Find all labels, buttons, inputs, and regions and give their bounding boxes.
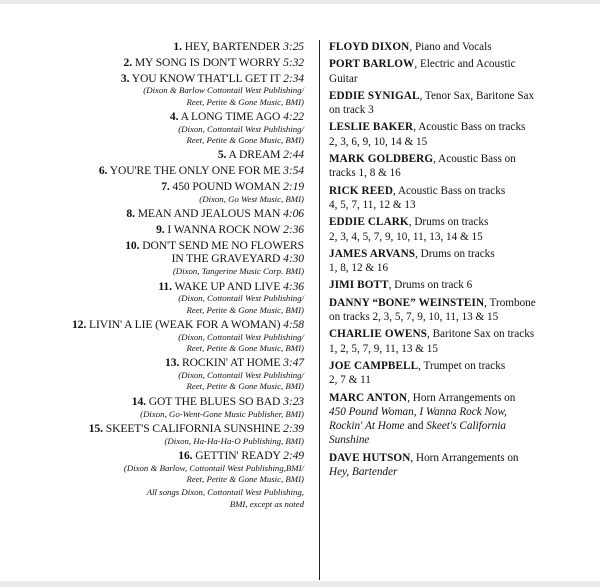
track-duration: 4:22 [283,109,304,123]
publisher-credit: Reet, Petite & Gone Music, BMI) [186,474,304,484]
musician-role-cont: tracks 1, 8 & 16 [329,167,401,180]
musician-role-cont: on tracks 2, 3, 5, 7, 9, 10, 11, 13 & 15 [329,311,499,324]
personnel-entry [329,215,591,244]
track-number: 2. [123,55,133,69]
personnel-line [329,120,591,134]
publisher-credit: (Dixon & Barlow, Cottontail West Publishing,BMI/ [123,462,304,473]
track-title: DON'T SEND ME NO FLOWERS [142,238,304,252]
track-title: LIVIN' A LIE (WEAK FOR A WOMAN) [88,317,281,331]
track-title: A LONG TIME AGO [180,109,281,123]
track-title-line [0,356,304,370]
musician-name: DAVE HUTSON [329,451,411,464]
musician-role: , Horn Arrangements on [410,451,519,464]
musician-name: LESLIE BAKER [329,121,414,134]
track-number: 14. [131,394,146,408]
track-title-line [0,422,304,436]
personnel-line [329,152,591,166]
track-item [0,449,304,485]
personnel-entry [329,327,591,356]
musician-role: , Drums on track 6 [388,279,473,292]
track-duration: 3:54 [283,164,304,178]
personnel-line [329,278,591,292]
track-number: 1. [173,40,182,53]
track-duration: 2:19 [283,179,304,193]
publishing-footnote [0,487,304,510]
track-duration: 3:25 [283,40,304,53]
arrangement-songs [329,419,591,433]
publisher-credit: Reet, Petite & Gone Music, BMI) [186,381,304,392]
track-title: GOT THE BLUES SO BAD [148,394,281,408]
publisher-credit: Reet, Petite & Gone Music, BMI) [186,96,304,107]
personnel-entry [329,40,591,54]
publisher-credit: (Dixon, Go West Music, BMI) [199,193,304,204]
musician-role-cont: Guitar [329,72,358,85]
personnel-entry [329,296,591,325]
conjunction: and [404,420,427,433]
publisher-credit: (Dixon, Go-Went-Gone Music Publisher, BMI) [140,408,304,419]
musician-role: , Acoustic Bass on [433,153,516,166]
arrangement-songs [329,433,591,447]
track-number: 13. [165,356,180,370]
track-duration: 2:34 [283,71,304,85]
track-duration: 4:58 [283,317,304,331]
musician-name: FLOYD DIXON [329,41,410,53]
musician-role-cont: on track 3 [329,104,374,117]
musician-role: , Acoustic Bass on tracks [393,184,506,197]
track-title: 450 POUND WOMAN [172,179,281,193]
track-duration: 4:30 [283,252,304,266]
track-item [0,56,304,70]
musician-name: JOE CAMPBELL [329,359,419,372]
track-title: I WANNA ROCK NOW [167,222,281,236]
publisher-credit: Reet, Petite & Gone Music, BMI) [186,135,304,146]
track-item [0,239,304,278]
track-item [0,72,304,108]
track-title-line [0,395,304,409]
track-number: 16. [178,448,193,462]
musician-role-cont: 2, 7 & 11 [329,374,371,387]
footnote-line: BMI, except as noted [229,498,304,509]
personnel-entry [329,359,591,388]
personnel-entry [329,120,591,149]
personnel-line [329,184,591,198]
top-edge [0,0,600,4]
track-item [0,180,304,205]
personnel-line [329,57,591,71]
personnel-entry [329,89,591,118]
personnel-list [329,40,591,482]
track-title: ROCKIN' AT HOME [182,356,281,370]
personnel-entry [329,152,591,181]
musician-role: , Drums on tracks [408,216,489,229]
track-number: 3. [120,71,130,85]
track-duration: 3:23 [283,394,304,408]
track-number: 7. [161,179,170,193]
musician-role-cont: 4, 5, 7, 11, 12 & 13 [329,198,416,211]
publisher-credit: (Dixon, Tangerine Music Corp. BMI) [172,266,304,277]
track-title-line [0,207,304,221]
publisher-credit: (Dixon & Barlow Cottontail West Publishing/ [143,85,304,96]
track-duration: 4:06 [283,207,304,221]
track-duration: 2:39 [283,421,304,435]
track-number: 11. [158,279,172,293]
track-title-line [0,164,304,178]
musician-role: , Drums on tracks [415,247,495,260]
track-title-line [0,280,304,294]
track-title-line [0,56,304,70]
track-duration: 2:49 [283,448,304,462]
track-title: HEY, BARTENDER [184,40,281,53]
musician-role-cont: 1, 2, 5, 7, 9, 11, 13 & 15 [329,342,438,355]
musician-name: EDDIE CLARK [329,216,409,229]
track-item [0,395,304,420]
column-divider [319,40,320,580]
track-item [0,318,304,354]
track-title-line [0,252,304,266]
track-title: A DREAM [228,148,281,162]
song-ref: Hey, Bartender [329,466,398,479]
track-duration: 2:44 [283,148,304,162]
track-title: GETTIN' READY [195,448,281,462]
track-title-line [0,239,304,253]
personnel-line [329,327,591,341]
track-item [0,422,304,447]
track-item [0,148,304,162]
track-number: 10. [125,238,140,252]
track-title-line [0,40,304,54]
bottom-edge [0,581,600,587]
musician-role: , Tenor Sax, Baritone Sax [419,89,535,102]
track-title-line [0,110,304,124]
song-ref: Sunshine [329,434,370,447]
publisher-credit: (Dixon, Cottontail West Publishing/ [178,331,304,342]
track-list [0,40,304,510]
personnel-entry [329,247,591,276]
track-number: 4. [169,109,179,123]
musician-role-cont: 2, 3, 6, 9, 10, 14 & 15 [329,135,428,148]
personnel-entry [329,57,591,86]
publisher-credit: (Dixon, Cottontail West Publishing/ [178,123,304,134]
track-title-line [0,318,304,332]
track-title: YOU'RE THE ONLY ONE FOR ME [109,164,281,178]
personnel-line [329,89,591,103]
track-number: 15. [88,421,103,435]
personnel-line [329,296,591,310]
musician-name: MARC ANTON [329,391,408,404]
footnote-line: All songs Dixon, Cottontail West Publishing, [146,487,304,498]
track-item [0,223,304,237]
musician-name: MARK GOLDBERG [329,153,434,166]
arrangement-songs [329,465,591,479]
track-duration: 4:36 [283,279,304,293]
musician-role: , Piano and Vocals [409,41,492,53]
musician-role-cont: 2, 3, 4, 5, 7, 9, 10, 11, 13, 14 & 15 [329,230,483,243]
song-ref: Skeet's California [426,420,507,433]
track-title-line [0,223,304,237]
musician-name: PORT BARLOW [329,58,415,71]
track-item [0,280,304,316]
personnel-entry [329,278,591,292]
song-ref: Rockin' At Home [329,420,405,433]
track-title: YOU KNOW THAT'LL GET IT [131,71,281,85]
musician-name: JIMI BOTT [329,279,389,292]
track-number: 6. [98,164,108,178]
publisher-credit: (Dixon, Cottontail West Publishing/ [178,370,304,381]
track-duration: 3:47 [283,356,304,370]
musician-role-cont: 1, 8, 12 & 16 [329,262,389,275]
publisher-credit: (Dixon, Ha-Ha-Ha-O Publishing, BMI) [164,435,304,446]
track-duration: 2:36 [283,222,304,236]
track-title-line [0,72,304,86]
track-number: 8. [126,207,135,221]
track-title-line [0,148,304,162]
track-title: SKEET'S CALIFORNIA SUNSHINE [105,421,281,435]
track-title: WAKE UP AND LIVE [174,279,281,293]
track-number: 9. [156,222,165,236]
publisher-credit: (Dixon, Cottontail West Publishing/ [178,293,304,304]
track-number: 12. [71,317,87,331]
track-title: IN THE GRAVEYARD [171,252,281,266]
musician-role: , Trumpet on tracks [418,359,506,372]
song-ref: 450 Pound Woman, I Wanna Rock Now, [329,405,507,418]
publisher-credit: Reet, Petite & Gone Music, BMI) [186,343,304,354]
musician-name: JAMES ARVANS [329,247,416,260]
musician-name: DANNY “BONE” WEINSTEIN [329,296,485,309]
track-item [0,207,304,221]
track-title: MY SONG IS DON'T WORRY [134,55,281,69]
musician-role: , Acoustic Bass on tracks [413,121,526,134]
personnel-entry [329,391,591,448]
personnel-line [329,215,591,229]
track-title-line [0,449,304,463]
musician-role: , Trombone [484,296,536,309]
personnel-entry [329,451,591,480]
track-item [0,356,304,392]
track-title: MEAN AND JEALOUS MAN [137,207,281,221]
track-item [0,40,304,54]
publisher-credit: Reet, Petite & Gone Music, BMI) [186,304,304,315]
musician-name: RICK REED [329,184,393,197]
musician-name: EDDIE SYNIGAL [329,89,420,102]
track-title-line [0,180,304,194]
personnel-line [329,40,591,54]
musician-role: , Baritone Sax on tracks [426,328,535,341]
personnel-line [329,359,591,373]
track-number: 5. [217,148,227,162]
personnel-line [329,247,591,261]
track-item [0,164,304,178]
track-duration: 5:32 [283,55,304,69]
arrangement-songs [329,405,591,419]
musician-role: , Electric and Acoustic [414,58,516,71]
musician-role: , Horn Arrangements on [407,391,516,404]
track-item [0,110,304,146]
personnel-entry [329,184,591,213]
personnel-line [329,391,591,405]
personnel-line [329,451,591,465]
musician-name: CHARLIE OWENS [329,328,427,341]
